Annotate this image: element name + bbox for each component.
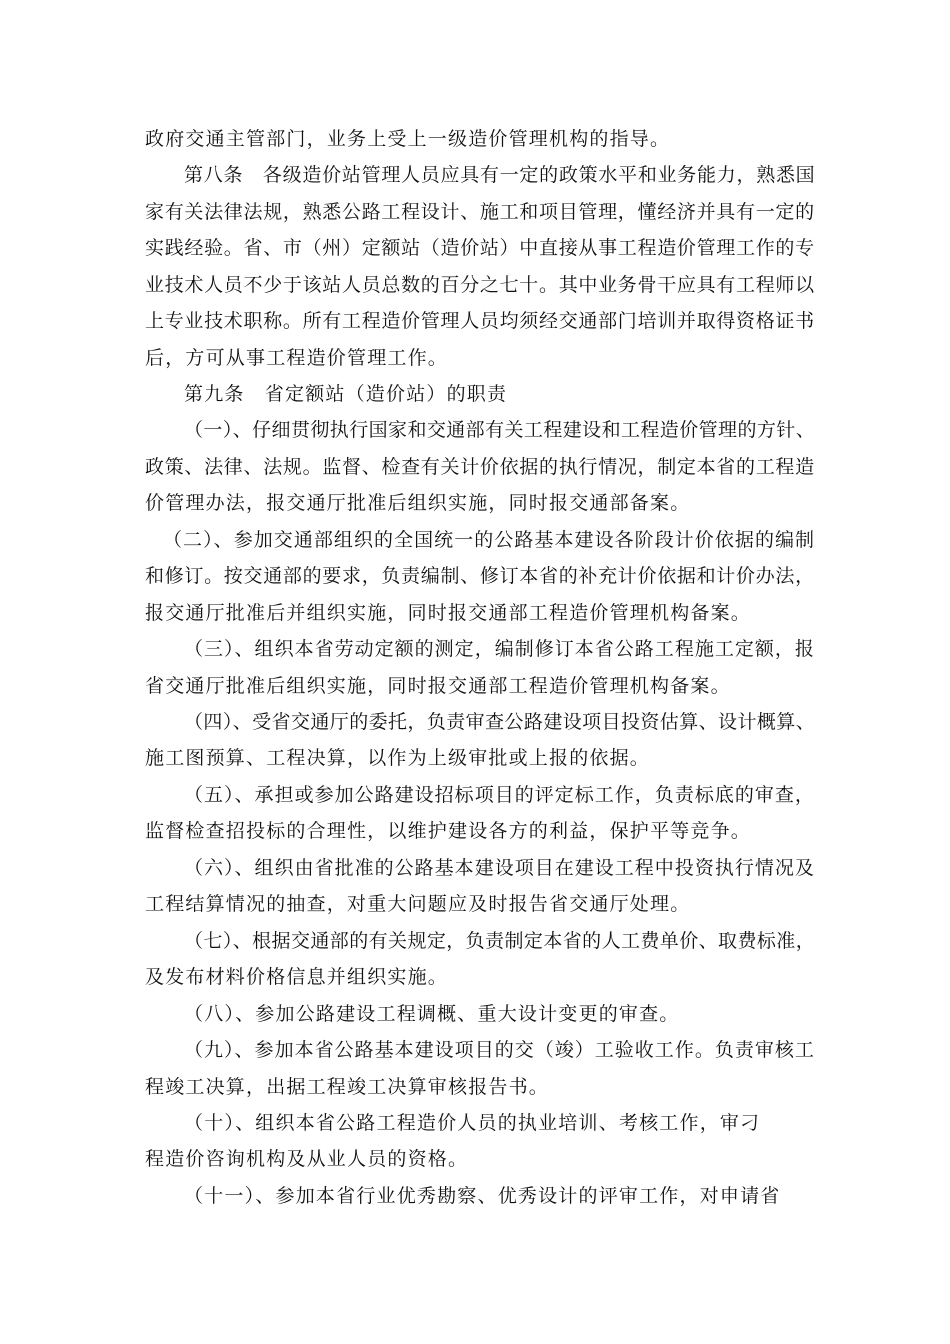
text-line: 价管理办法，报交通厅批准后组织实施，同时报交通部备案。 <box>145 492 691 514</box>
clause-7: （七）、根据交通部的有关规定，负责制定本省的人工费单价、取费标准， <box>184 930 816 952</box>
clause-10: （十）、组织本省公路工程造价人员的执业培训、考核工作，审刁 <box>184 1112 761 1134</box>
text-line: 后，方可从事工程造价管理工作。 <box>145 347 449 369</box>
text-line: 监督检查招投标的合理性，以维护建设各方的利益，保护平等竞争。 <box>145 820 752 842</box>
article-8-heading: 第八条 各级造价站管理人员应具有一定的政策水平和业务能力，熟悉国 <box>184 164 816 186</box>
text-line: 程造价咨询机构及从业人员的资格。 <box>145 1148 469 1170</box>
text-line: 及发布材料价格信息并组织实施。 <box>145 966 449 988</box>
text-line: 程竣工决算，出据工程竣工决算审核报告书。 <box>145 1076 550 1098</box>
text-line: 报交通厅批准后并组织实施，同时报交通部工程造价管理机构备案。 <box>145 602 752 624</box>
text-line: 政府交通主管部门，业务上受上一级造价管理机构的指导。 <box>145 128 671 150</box>
text-line: 上专业技术职称。所有工程造价管理人员均须经交通部门培训并取得资格证书 <box>145 310 815 332</box>
clause-8: （八）、参加公路建设工程调概、重大设计变更的审查。 <box>184 1003 680 1025</box>
text-line: 政策、法律、法规。监督、检查有关计价依据的执行情况，制定本省的工程造 <box>145 456 815 478</box>
clause-9: （九）、参加本省公路基本建设项目的交（竣）工验收工作。负责审核工 <box>184 1039 815 1061</box>
clause-5: （五）、承担或参加公路建设招标项目的评定标工作，负责标底的审查， <box>184 784 815 806</box>
clause-6: （六）、组织由省批准的公路基本建设项目在建设工程中投资执行情况及 <box>184 857 815 879</box>
clause-3: （三）、组织本省劳动定额的测定，编制修订本省公路工程施工定额，报 <box>184 638 815 660</box>
text-line: 实践经验。省、市（州）定额站（造价站）中直接从事工程造价管理工作的专 <box>145 237 815 259</box>
text-line: 家有关法律法规，熟悉公路工程设计、施工和项目管理，懂经济并具有一定的 <box>145 201 815 223</box>
clause-2: （二）、参加交通部组织的全国统一的公路基本建设各阶段计价依据的编制 <box>163 529 816 551</box>
clause-11: （十一）、参加本省行业优秀勘察、优秀设计的评审工作，对申请省 <box>184 1185 781 1207</box>
text-line: 和修订。按交通部的要求，负责编制、修订本省的补充计价依据和计价办法， <box>145 565 815 587</box>
clause-4: （四）、受省交通厅的委托，负责审查公路建设项目投资估算、设计概算、 <box>184 711 816 733</box>
text-line: 施工图预算、工程决算，以作为上级审批或上报的依据。 <box>145 747 651 769</box>
text-line: 省交通厅批准后组织实施，同时报交通部工程造价管理机构备案。 <box>145 675 731 697</box>
clause-1: （一）、仔细贯彻执行国家和交通部有关工程建设和工程造价管理的方针、 <box>184 419 816 441</box>
article-9-heading: 第九条 省定额站（造价站）的职责 <box>184 383 508 405</box>
text-line: 业技术人员不少于该站人员总数的百分之七十。其中业务骨干应具有工程师以 <box>145 274 815 296</box>
text-line: 工程结算情况的抽查，对重大问题应及时报告省交通厅处理。 <box>145 893 691 915</box>
